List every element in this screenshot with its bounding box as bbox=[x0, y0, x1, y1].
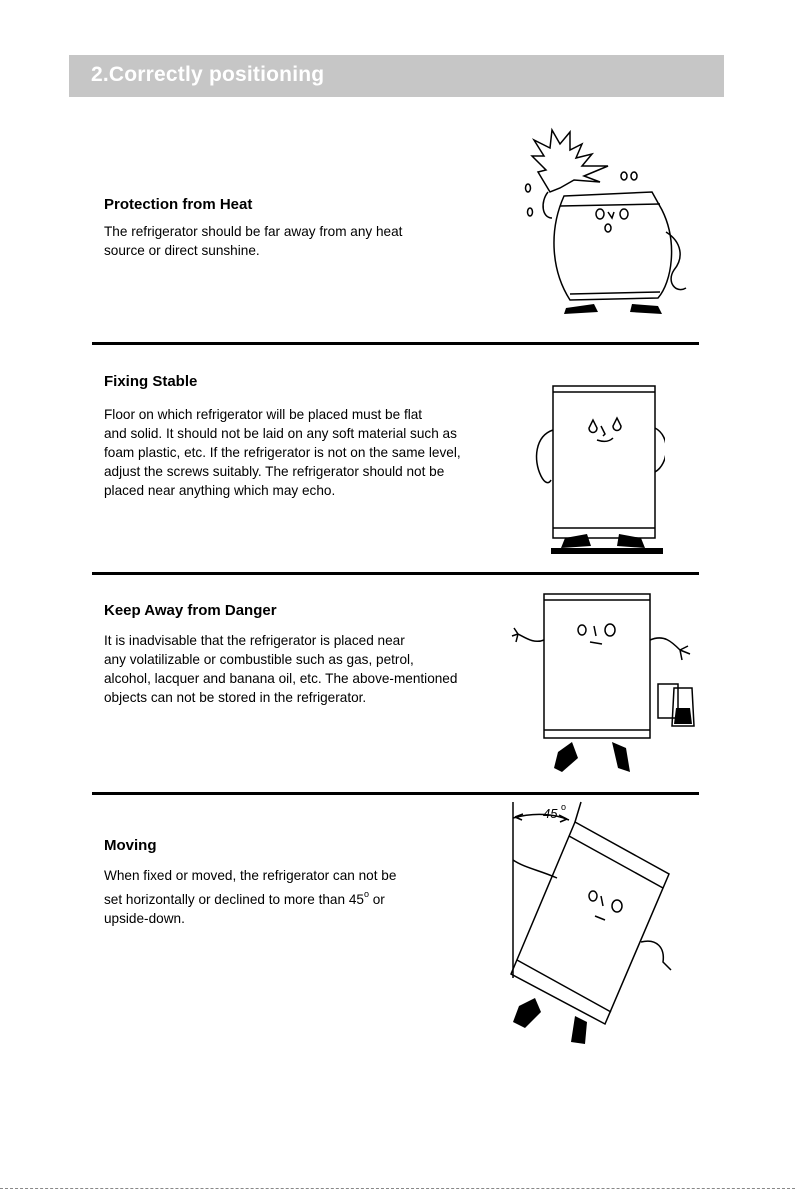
degree-superscript: o bbox=[363, 889, 369, 899]
text-line: It is inadvisable that the refrigerator is placed near bbox=[104, 633, 405, 648]
text-line-body: set horizontally or declined to more than 45 bbox=[104, 892, 364, 907]
text-line: source or direct sunshine. bbox=[104, 243, 260, 258]
section-text-protection-from-heat bbox=[104, 222, 402, 260]
fridge-heat-illustration bbox=[520, 122, 700, 322]
section-title-protection-from-heat: Protection from Heat bbox=[104, 196, 253, 213]
text-line: foam plastic, etc. If the refrigerator is not on the same level, bbox=[104, 445, 461, 460]
text-line: upside-down. bbox=[104, 911, 185, 926]
section-divider bbox=[92, 572, 699, 575]
angle-degree-mark: o bbox=[561, 802, 567, 812]
text-line: placed near anything which may echo. bbox=[104, 483, 336, 498]
text-line: adjust the screws suitably. The refrigerator should not be bbox=[104, 464, 445, 479]
text-line: alcohol, lacquer and banana oil, etc. The above-mentioned bbox=[104, 671, 458, 686]
angle-label: 45 bbox=[543, 806, 558, 821]
section-text-fixing-stable bbox=[104, 405, 461, 500]
section-title-moving: Moving bbox=[104, 837, 157, 854]
section-text-moving bbox=[104, 866, 396, 928]
section-text-keep-away-from-danger bbox=[104, 631, 457, 707]
text-line-suffix: or bbox=[368, 892, 385, 907]
section-divider bbox=[92, 792, 699, 795]
text-line: Floor on which refrigerator will be placed must be flat bbox=[104, 407, 423, 422]
fridge-stable-illustration bbox=[505, 380, 665, 560]
fridge-danger-illustration bbox=[508, 590, 698, 780]
page-bottom-edge bbox=[0, 1188, 795, 1189]
text-line: and solid. It should not be laid on any soft material such as bbox=[104, 426, 457, 441]
text-line bbox=[104, 885, 396, 909]
section-title-fixing-stable: Fixing Stable bbox=[104, 373, 198, 390]
section-divider bbox=[92, 342, 699, 345]
text-line: The refrigerator should be far away from any heat bbox=[104, 224, 403, 239]
section-header-bar bbox=[69, 55, 724, 97]
fridge-moving-illustration bbox=[495, 798, 695, 1048]
text-line: objects can not be stored in the refrigerator. bbox=[104, 690, 367, 705]
page-title: 2.Correctly positioning bbox=[91, 63, 325, 86]
text-line: any volatilizable or combustible such as gas, petrol, bbox=[104, 652, 414, 667]
section-title-keep-away-from-danger: Keep Away from Danger bbox=[104, 602, 277, 619]
text-line: When fixed or moved, the refrigerator can not be bbox=[104, 868, 397, 883]
